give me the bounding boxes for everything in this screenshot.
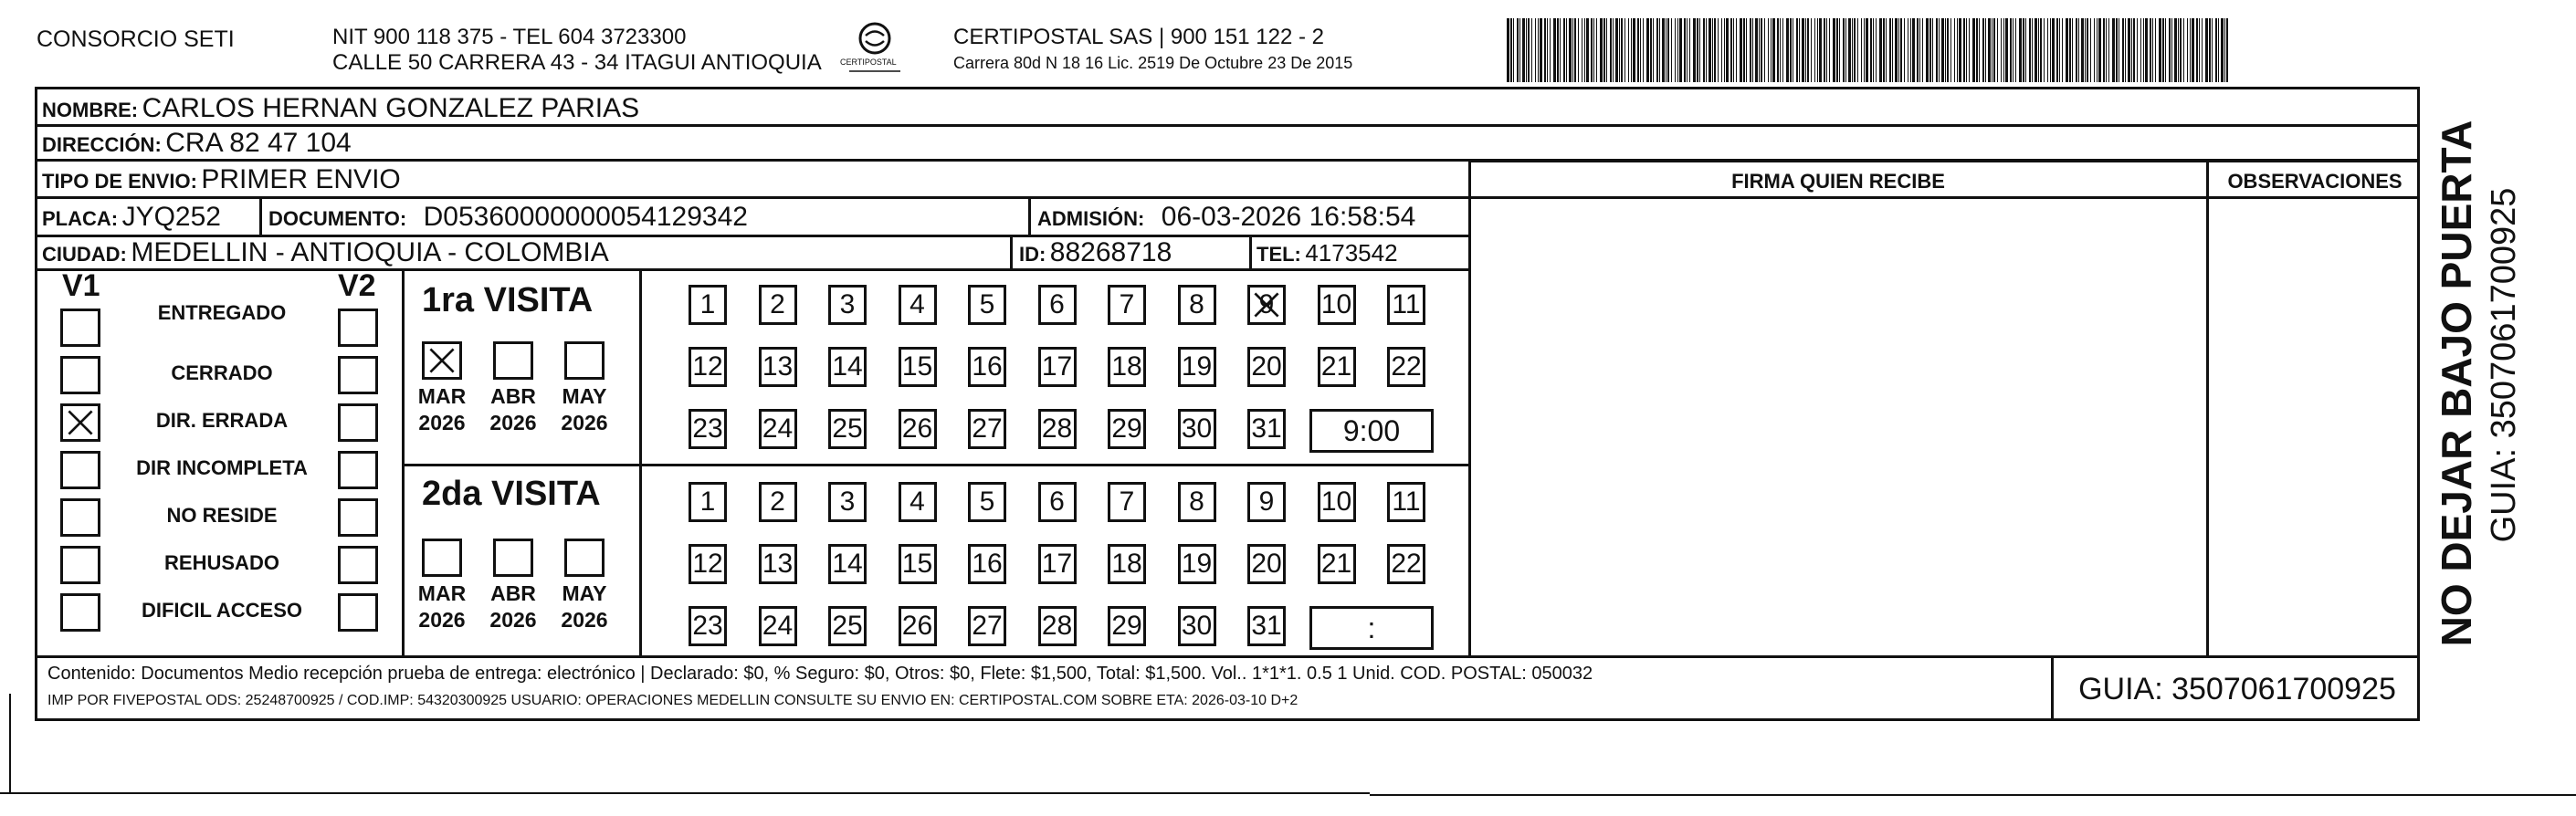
visit1-day-box[interactable]: 16 xyxy=(968,347,1006,387)
visit2-month-year: 2026 xyxy=(561,607,608,632)
visit1-day-box[interactable]: 17 xyxy=(1038,347,1077,387)
contenido-line: Contenido: Documentos Medio recepción prueba de entrega: electrónico | Declarado: $0, % Seguro: $0, Otros: $0, Flete: $1,500, Total: $1,500. Vol.. 1*1*1. 0.5 1 Unid. COD. POSTAL: 050032 xyxy=(47,664,1593,684)
visit1-day-box[interactable]: 27 xyxy=(968,409,1006,449)
visit1-day-box[interactable]: 14 xyxy=(828,347,867,387)
nit-line: NIT 900 118 375 - TEL 604 3723300 xyxy=(332,25,687,49)
ciudad-row xyxy=(42,239,609,267)
v1-checkbox[interactable] xyxy=(60,546,100,584)
barcode xyxy=(1507,18,2237,82)
visit1-day-box[interactable]: 30 xyxy=(1178,409,1216,449)
v1-label: V1 xyxy=(62,268,100,303)
visit1-day-box[interactable]: 6 xyxy=(1038,285,1077,325)
visit2-day-box[interactable]: 12 xyxy=(689,544,727,584)
signature-area[interactable] xyxy=(1472,199,2204,654)
visit2-month-name: MAR xyxy=(417,581,467,605)
visit1-month-year: 2026 xyxy=(561,410,608,434)
visit2-day-box[interactable]: 22 xyxy=(1387,544,1425,584)
v2-checkbox[interactable] xyxy=(338,451,378,489)
visit2-day-box[interactable]: 24 xyxy=(759,606,797,646)
visit1-time-box[interactable]: 9:00 xyxy=(1309,409,1434,453)
v1-checkbox[interactable] xyxy=(60,451,100,489)
admision-row xyxy=(1037,204,1415,231)
direccion-label: DIRECCIÓN: xyxy=(42,133,162,156)
visit2-day-box[interactable]: 4 xyxy=(899,482,937,522)
visit1-day-box[interactable]: 13 xyxy=(759,347,797,387)
visit1-day-box[interactable]: 3 xyxy=(828,285,867,325)
visit1-month-label xyxy=(486,383,541,436)
visit1-month-name: MAY xyxy=(562,384,607,408)
ciudad-value: MEDELLIN - ANTIOQUIA - COLOMBIA xyxy=(131,237,609,267)
visit2-month-checkbox[interactable] xyxy=(564,539,605,577)
placa-row xyxy=(42,204,221,231)
visit2-month-label xyxy=(415,581,469,633)
documento-row xyxy=(268,204,748,231)
visit1-day-box[interactable]: 12 xyxy=(689,347,727,387)
visit1-day-box[interactable]: 18 xyxy=(1108,347,1146,387)
visit2-day-box[interactable]: 8 xyxy=(1178,482,1216,522)
visit1-day-box[interactable] xyxy=(1247,285,1286,325)
id-value: 88268718 xyxy=(1049,237,1172,267)
visit1-month-checkbox[interactable] xyxy=(564,341,605,380)
tel-row xyxy=(1256,241,1398,265)
certipostal-logo xyxy=(838,20,911,77)
footer-guia: GUIA: 3507061700925 xyxy=(2078,672,2396,706)
v2-checkbox[interactable] xyxy=(338,309,378,347)
admision-value: 06-03-2026 16:58:54 xyxy=(1161,202,1416,232)
direccion-row xyxy=(42,130,352,157)
barcode-bar xyxy=(2226,18,2228,82)
visit1-day-box[interactable]: 20 xyxy=(1247,347,1286,387)
visit2-day-box[interactable]: 23 xyxy=(689,606,727,646)
v1-checkbox[interactable] xyxy=(60,593,100,632)
id-row xyxy=(1019,239,1172,267)
visit1-month-name: ABR xyxy=(490,384,536,408)
nombre-label: NOMBRE: xyxy=(42,99,139,121)
status-option-label: DIR INCOMPLETA xyxy=(136,456,308,479)
admision-label: ADMISIÓN: xyxy=(1037,207,1145,230)
visit2-day-box[interactable]: 9 xyxy=(1247,482,1286,522)
v2-checkbox[interactable] xyxy=(338,498,378,537)
visit2-title: 2da VISITA xyxy=(422,475,601,513)
visit1-day-box[interactable]: 26 xyxy=(899,409,937,449)
tipo-label: TIPO DE ENVIO: xyxy=(42,170,197,193)
visit2-day-box[interactable]: 2 xyxy=(759,482,797,522)
visit1-day-box[interactable]: 5 xyxy=(968,285,1006,325)
visit2-day-box[interactable]: 25 xyxy=(828,606,867,646)
visit1-day-box[interactable]: 24 xyxy=(759,409,797,449)
logo-text: CERTIPOSTAL xyxy=(840,58,897,67)
visit1-title: 1ra VISITA xyxy=(422,281,594,319)
tel-value: 4173542 xyxy=(1305,239,1398,267)
visit2-month-checkbox[interactable] xyxy=(493,539,533,577)
visit2-time-box[interactable]: : xyxy=(1309,606,1434,650)
tipo-value: PRIMER ENVIO xyxy=(201,164,401,194)
status-option-label: CERRADO xyxy=(171,361,273,384)
visit2-month-checkbox[interactable] xyxy=(422,539,462,577)
visit1-month-label xyxy=(415,383,469,436)
direccion-value: CRA 82 47 104 xyxy=(165,128,352,158)
visit1-month-checkbox[interactable] xyxy=(493,341,533,380)
visit2-day-box[interactable]: 10 xyxy=(1318,482,1356,522)
visit1-month-year: 2026 xyxy=(489,410,537,434)
visit1-month-checkbox[interactable] xyxy=(422,341,462,380)
side-guia: GUIA: 3507061700925 xyxy=(2485,187,2523,543)
visit1-day-number: 9 xyxy=(1258,289,1275,319)
v2-checkbox[interactable] xyxy=(338,356,378,394)
visit2-day-box[interactable]: 18 xyxy=(1108,544,1146,584)
visit2-month-year: 2026 xyxy=(489,607,537,632)
visit1-day-box[interactable]: 8 xyxy=(1178,285,1216,325)
carrier-line: CERTIPOSTAL SAS | 900 151 122 - 2 xyxy=(953,25,1324,49)
visit2-day-box[interactable]: 13 xyxy=(759,544,797,584)
visit2-month-label xyxy=(486,581,541,633)
visit2-day-box[interactable]: 31 xyxy=(1247,606,1286,646)
visit1-day-box[interactable]: 19 xyxy=(1178,347,1216,387)
visit2-day-box[interactable]: 28 xyxy=(1038,606,1077,646)
visit1-day-box[interactable]: 4 xyxy=(899,285,937,325)
id-label: ID: xyxy=(1019,243,1046,266)
license-line: Carrera 80d N 18 16 Lic. 2519 De Octubre 23 De 2015 xyxy=(953,54,1353,72)
observaciones-label: OBSERVACIONES xyxy=(2227,170,2403,193)
visit1-day-box[interactable]: 7 xyxy=(1108,285,1146,325)
tipo-row xyxy=(42,166,401,194)
placa-label: PLACA: xyxy=(42,207,119,230)
visit2-day-box[interactable]: 20 xyxy=(1247,544,1286,584)
v2-checkbox[interactable] xyxy=(338,546,378,584)
v2-checkbox[interactable] xyxy=(338,593,378,632)
visit2-month-label xyxy=(557,581,612,633)
visit2-month-name: ABR xyxy=(490,581,536,605)
visit2-day-box[interactable]: 11 xyxy=(1387,482,1425,522)
visit1-day-box[interactable]: 15 xyxy=(899,347,937,387)
visit2-day-box[interactable]: 14 xyxy=(828,544,867,584)
visit1-month-label xyxy=(557,383,612,436)
visit2-day-box[interactable]: 29 xyxy=(1108,606,1146,646)
nombre-row xyxy=(42,95,639,122)
documento-label: DOCUMENTO: xyxy=(268,207,407,230)
placa-value: JYQ252 xyxy=(121,202,221,232)
observations-area[interactable] xyxy=(2210,199,2418,654)
company-name: CONSORCIO SETI xyxy=(37,26,235,52)
visit2-day-box[interactable]: 27 xyxy=(968,606,1006,646)
visit2-day-box[interactable]: 5 xyxy=(968,482,1006,522)
status-option-label: REHUSADO xyxy=(164,551,279,574)
visit1-day-box[interactable]: 11 xyxy=(1387,285,1425,325)
visit2-month-name: MAY xyxy=(562,581,607,605)
visit2-day-box[interactable]: 21 xyxy=(1318,544,1356,584)
status-option-label: ENTREGADO xyxy=(157,301,287,324)
visit2-month-year: 2026 xyxy=(418,607,466,632)
v1-checkbox[interactable] xyxy=(60,356,100,394)
visit1-month-name: MAR xyxy=(417,384,467,408)
visit2-day-box[interactable]: 3 xyxy=(828,482,867,522)
address-line: CALLE 50 CARRERA 43 - 34 ITAGUI ANTIOQUIA xyxy=(332,50,822,75)
visit1-day-box[interactable]: 23 xyxy=(689,409,727,449)
visit2-day-box[interactable]: 15 xyxy=(899,544,937,584)
visit2-day-box[interactable]: 16 xyxy=(968,544,1006,584)
visit2-day-box[interactable]: 19 xyxy=(1178,544,1216,584)
visit2-day-box[interactable]: 30 xyxy=(1178,606,1216,646)
imp-line: IMP POR FIVEPOSTAL ODS: 25248700925 / COD.IMP: 54320300925 USUARIO: OPERACIONES MEDELLIN CONSULTE SU ENVIO EN: CERTIPOSTAL.COM SOBRE ETA: 2026-03-10 D+2 xyxy=(47,693,1299,708)
visit1-month-year: 2026 xyxy=(418,410,466,434)
visit1-day-box[interactable]: 2 xyxy=(759,285,797,325)
visit1-day-box[interactable]: 31 xyxy=(1247,409,1286,449)
status-option-label: DIFICIL ACCESO xyxy=(141,599,302,622)
status-option-label: NO RESIDE xyxy=(166,504,278,527)
visit2-day-box[interactable]: 17 xyxy=(1038,544,1077,584)
visit2-day-box[interactable]: 26 xyxy=(899,606,937,646)
visit1-day-box[interactable]: 25 xyxy=(828,409,867,449)
visit1-day-box[interactable]: 28 xyxy=(1038,409,1077,449)
v2-checkbox[interactable] xyxy=(338,403,378,442)
v2-label: V2 xyxy=(338,268,376,303)
firma-label: FIRMA QUIEN RECIBE xyxy=(1731,170,1945,193)
visit2-day-box[interactable]: 6 xyxy=(1038,482,1077,522)
visit1-day-box[interactable]: 21 xyxy=(1318,347,1356,387)
v1-checkbox[interactable] xyxy=(60,498,100,537)
visit1-day-box[interactable]: 1 xyxy=(689,285,727,325)
visit1-day-box[interactable]: 10 xyxy=(1318,285,1356,325)
visit1-day-box[interactable]: 22 xyxy=(1387,347,1425,387)
visit2-day-box[interactable]: 7 xyxy=(1108,482,1146,522)
v1-checkbox[interactable] xyxy=(60,403,100,442)
status-option-label: DIR. ERRADA xyxy=(155,409,289,432)
tel-label: TEL: xyxy=(1256,243,1301,266)
documento-value: D05360000000054129342 xyxy=(423,202,748,232)
nombre-value: CARLOS HERNAN GONZALEZ PARIAS xyxy=(142,93,640,123)
ciudad-label: CIUDAD: xyxy=(42,243,127,266)
no-dejar-bajo-puerta: NO DEJAR BAJO PUERTA xyxy=(2433,120,2480,647)
visit1-day-box[interactable]: 29 xyxy=(1108,409,1146,449)
v1-checkbox[interactable] xyxy=(60,309,100,347)
visit2-day-box[interactable]: 1 xyxy=(689,482,727,522)
